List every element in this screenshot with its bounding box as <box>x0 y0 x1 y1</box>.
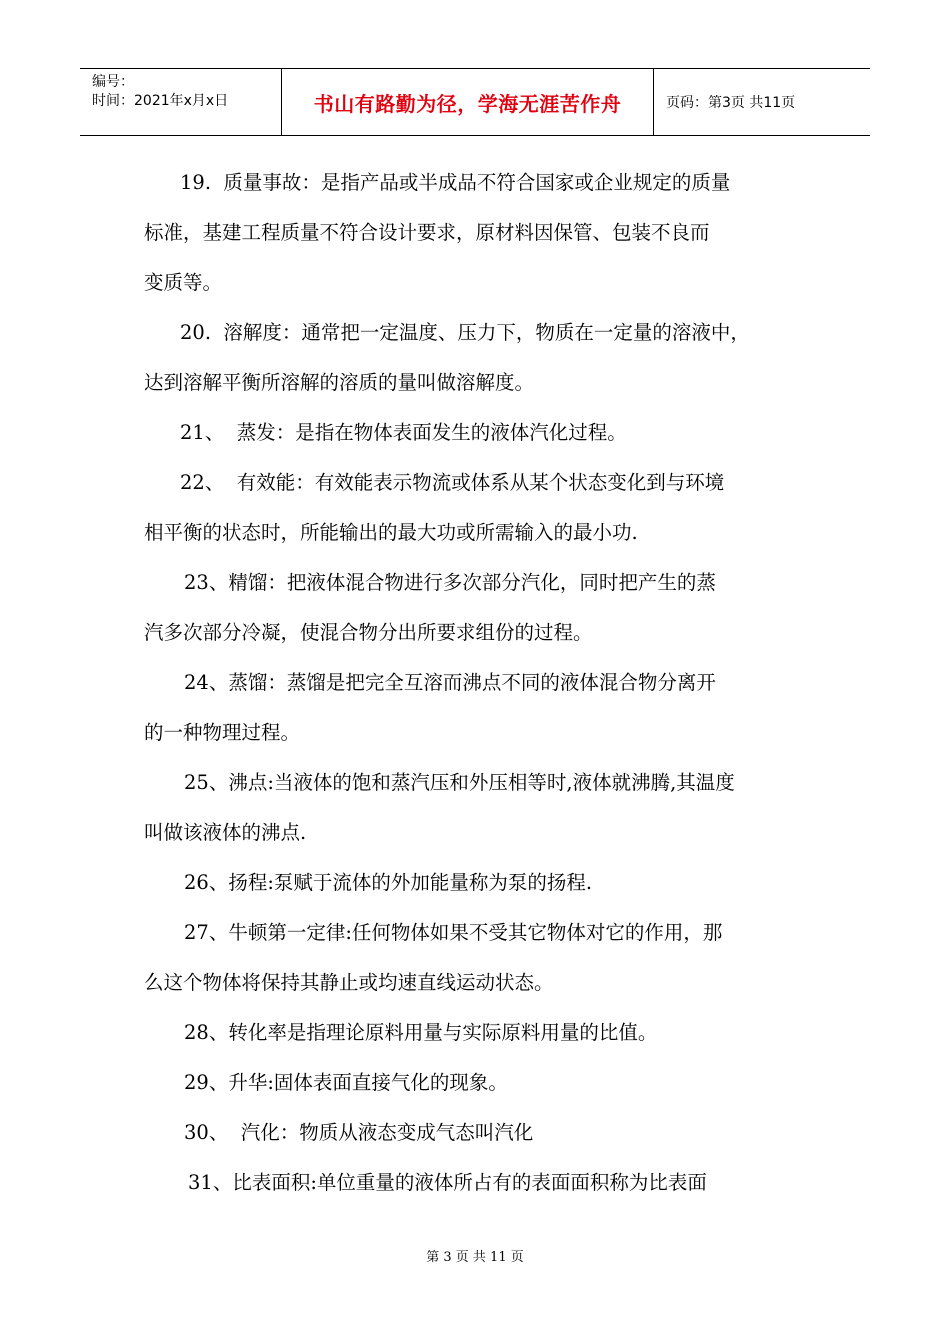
paragraph-line: 19. 质量事故：是指产品或半成品不符合国家或企业规定的质量 <box>180 171 731 194</box>
paragraph-line: 23、精馏：把液体混合物进行多次部分汽化，同时把产生的蒸 <box>184 571 716 594</box>
paragraph-line: 达到溶解平衡所溶解的溶质的量叫做溶解度。 <box>144 371 535 394</box>
paragraph-4 <box>144 458 814 558</box>
paragraph-line: 汽多次部分冷凝，使混合物分出所要求组份的过程。 <box>144 621 593 644</box>
paragraph-1 <box>144 158 814 308</box>
paragraph-line: 24、蒸馏：蒸馏是把完全互溶而沸点不同的液体混合物分离开 <box>184 671 716 694</box>
paragraph-line: 20. 溶解度：通常把一定温度、压力下，物质在一定量的溶液中， <box>180 321 750 344</box>
paragraph-5 <box>144 558 814 658</box>
paragraph-line: 27、牛顿第一定律:任何物体如果不受其它物体对它的作用，那 <box>184 921 723 944</box>
paragraph-12 <box>144 1108 814 1158</box>
paragraph-7 <box>144 758 814 858</box>
header-page-cell <box>654 69 870 135</box>
paragraph-line: 29、升华:固体表面直接气化的现象。 <box>184 1071 508 1094</box>
paragraph-line: 标准，基建工程质量不符合设计要求，原材料因保管、包装不良而 <box>144 221 710 244</box>
paragraph-line: 变质等。 <box>144 271 223 294</box>
date-label: 时间：2021年x月x日 <box>92 93 229 109</box>
paragraph-line: 26、扬程:泵赋于流体的外加能量称为泵的扬程. <box>184 871 593 894</box>
paragraph-6 <box>144 658 814 758</box>
header-info <box>80 69 282 135</box>
page-footer: 第 3 页 共 11 页 <box>426 1250 524 1265</box>
document-body <box>144 158 814 1208</box>
paragraph-line: 28、转化率是指理论原料用量与实际原料用量的比值。 <box>184 1021 658 1044</box>
paragraph-line: 25、沸点:当液体的饱和蒸汽压和外压相等时,液体就沸腾,其温度 <box>184 771 735 794</box>
paragraph-line: 31、比表面积:单位重量的液体所占有的表面面积称为比表面 <box>188 1171 707 1194</box>
page-label: 页码：第3页 共11页 <box>666 95 796 111</box>
page-header <box>80 68 870 136</box>
paragraph-9 <box>144 908 814 1008</box>
paragraph-13 <box>144 1158 814 1208</box>
paragraph-3 <box>144 408 814 458</box>
id-label: 编号： <box>92 74 134 90</box>
header-motto-cell <box>282 69 654 135</box>
paragraph-line: 么这个物体将保持其静止或均速直线运动状态。 <box>144 971 554 994</box>
motto: 书山有路勤为径，学海无涯苦作舟 <box>313 91 622 116</box>
paragraph-line: 21、 蒸发：是指在物体表面发生的液体汽化过程。 <box>180 421 627 444</box>
paragraph-8 <box>144 858 814 908</box>
paragraph-10 <box>144 1008 814 1058</box>
paragraph-line: 30、 汽化：物质从液态变成气态叫汽化 <box>184 1121 534 1144</box>
paragraph-11 <box>144 1058 814 1108</box>
paragraph-line: 22、 有效能：有效能表示物流或体系从某个状态变化到与环境 <box>180 471 725 494</box>
paragraph-line: 叫做该液体的沸点. <box>144 821 307 844</box>
paragraph-2 <box>144 308 814 408</box>
paragraph-line: 相平衡的状态时，所能输出的最大功或所需输入的最小功. <box>144 521 638 544</box>
paragraph-line: 的一种物理过程。 <box>144 721 301 744</box>
